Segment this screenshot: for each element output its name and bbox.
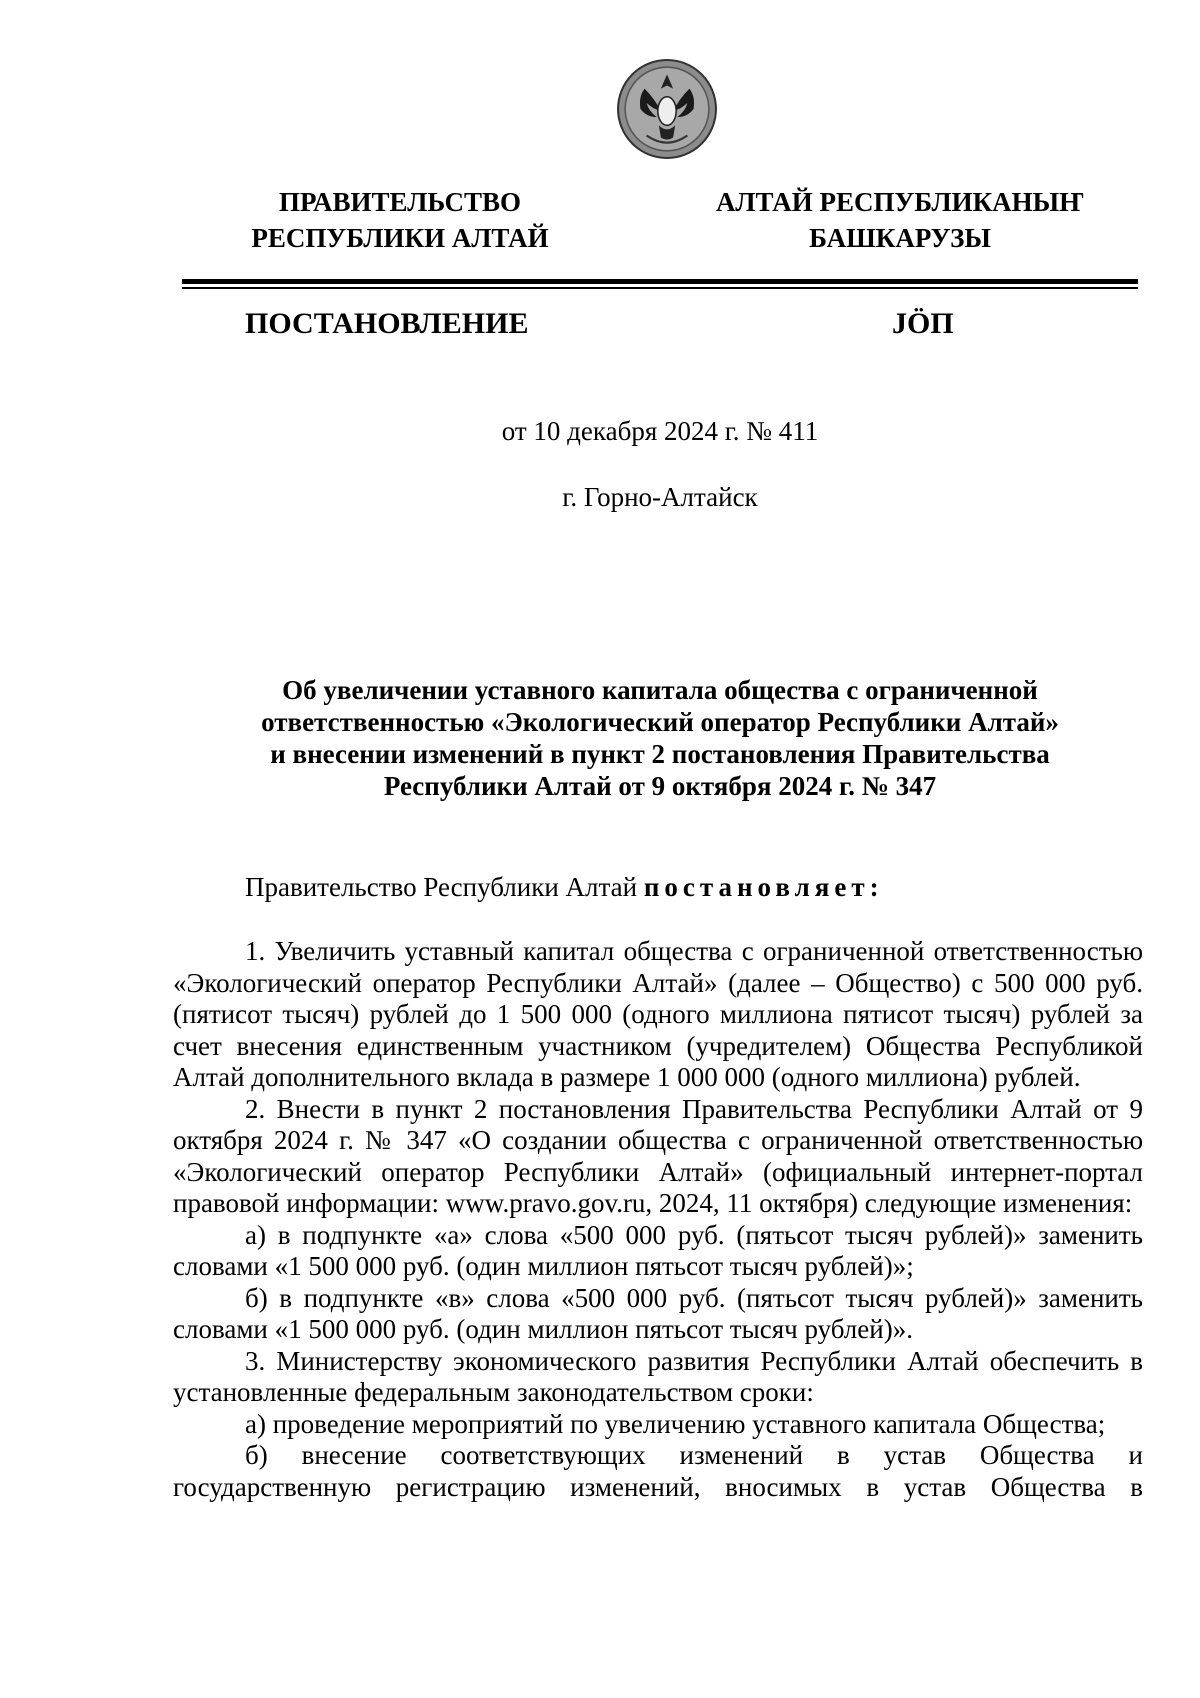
document-title-line2: ответственностью «Экологический оператор Республики Алтай»: [261, 707, 1059, 737]
paragraph-2b: б) в подпункте «в» слова «500 000 руб. (пятьсот тысяч рублей)» заменить словами «1 500 000 руб. (один миллион пятьсот тысяч рублей)».: [173, 1282, 1143, 1344]
paragraph-2a: а) в подпункте «а» слова «500 000 руб. (пятьсот тысяч рублей)» заменить словами «1 500 000 руб. (один миллион пятьсот тысяч рублей)»;: [173, 1219, 1143, 1281]
act-type-altai: JÖП: [892, 307, 954, 340]
paragraph-3: 3. Министерству экономического развития Республики Алтай обеспечить в установленные федеральным законодательством сроки:: [173, 1345, 1143, 1407]
document-title-line3: и внесении изменений в пункт 2 постановления Правительства: [270, 739, 1050, 769]
paragraph-3a: а) проведение мероприятий по увеличению уставного капитала Общества;: [245, 1408, 1106, 1439]
act-date-number: от 10 декабря 2024 г. № 411: [501, 416, 819, 446]
paragraph-2: 2. Внести в пункт 2 постановления Правительства Республики Алтай от 9 октября 2024 г. № 347 «О создании общества с ограниченной ответственностью «Экологический оператор Республики Алтай» (официальный интернет-портал правовой информации: www.pravo.gov.ru, 2024, 11 октября) следующие изменения:: [173, 1093, 1143, 1218]
paragraph-1: 1. Увеличить уставный капитал общества с ограниченной ответственностью «Экологический оператор Республики Алтай» (далее – Общество) с 500 000 руб. (пятисот тысяч) рублей до 1 500 000 (одного миллиона пятисот тысяч) рублей за счет внесения единственным участником (учредителем) Общества Республикой Алтай дополнительного вклада в размере 1 000 000 (одного миллиона) рублей.: [173, 936, 1143, 1092]
government-name-russian: [190, 184, 610, 256]
government-name-altai-line1: АЛТАЙ РЕСПУБЛИКАНЫҤ: [715, 187, 1085, 217]
resolution-intro-text: Правительство Республики Алтай: [245, 872, 644, 902]
header-divider-thick: [182, 279, 1138, 284]
paragraph-3b: б) внесение соответствующих изменений в устав Общества и государственную регистрацию изменений, вносимых в устав Общества в: [173, 1440, 1143, 1502]
government-name-russian-line2: РЕСПУБЛИКИ АЛТАЙ: [251, 223, 549, 253]
document-title-line4: Республики Алтай от 9 октября 2024 г. № 347: [383, 771, 937, 801]
act-city: г. Горно-Алтайск: [562, 482, 758, 512]
document-title: [180, 674, 1140, 802]
header-divider-thin: [182, 287, 1138, 289]
act-type-russian: ПОСТАНОВЛЕНИЕ: [245, 307, 529, 340]
resolution-intro-keyword: постановляет:: [643, 872, 884, 902]
government-name-altai: [690, 184, 1110, 256]
document-body: [173, 936, 1143, 1503]
resolution-intro: [245, 870, 884, 904]
government-name-russian-line1: ПРАВИТЕЛЬСТВО: [278, 187, 522, 217]
government-name-altai-line2: БАШКАРУЗЫ: [809, 223, 991, 253]
republic-altai-emblem-icon: [616, 58, 718, 160]
document-title-line1: Об увеличении уставного капитала общества с ограниченной: [282, 675, 1038, 705]
